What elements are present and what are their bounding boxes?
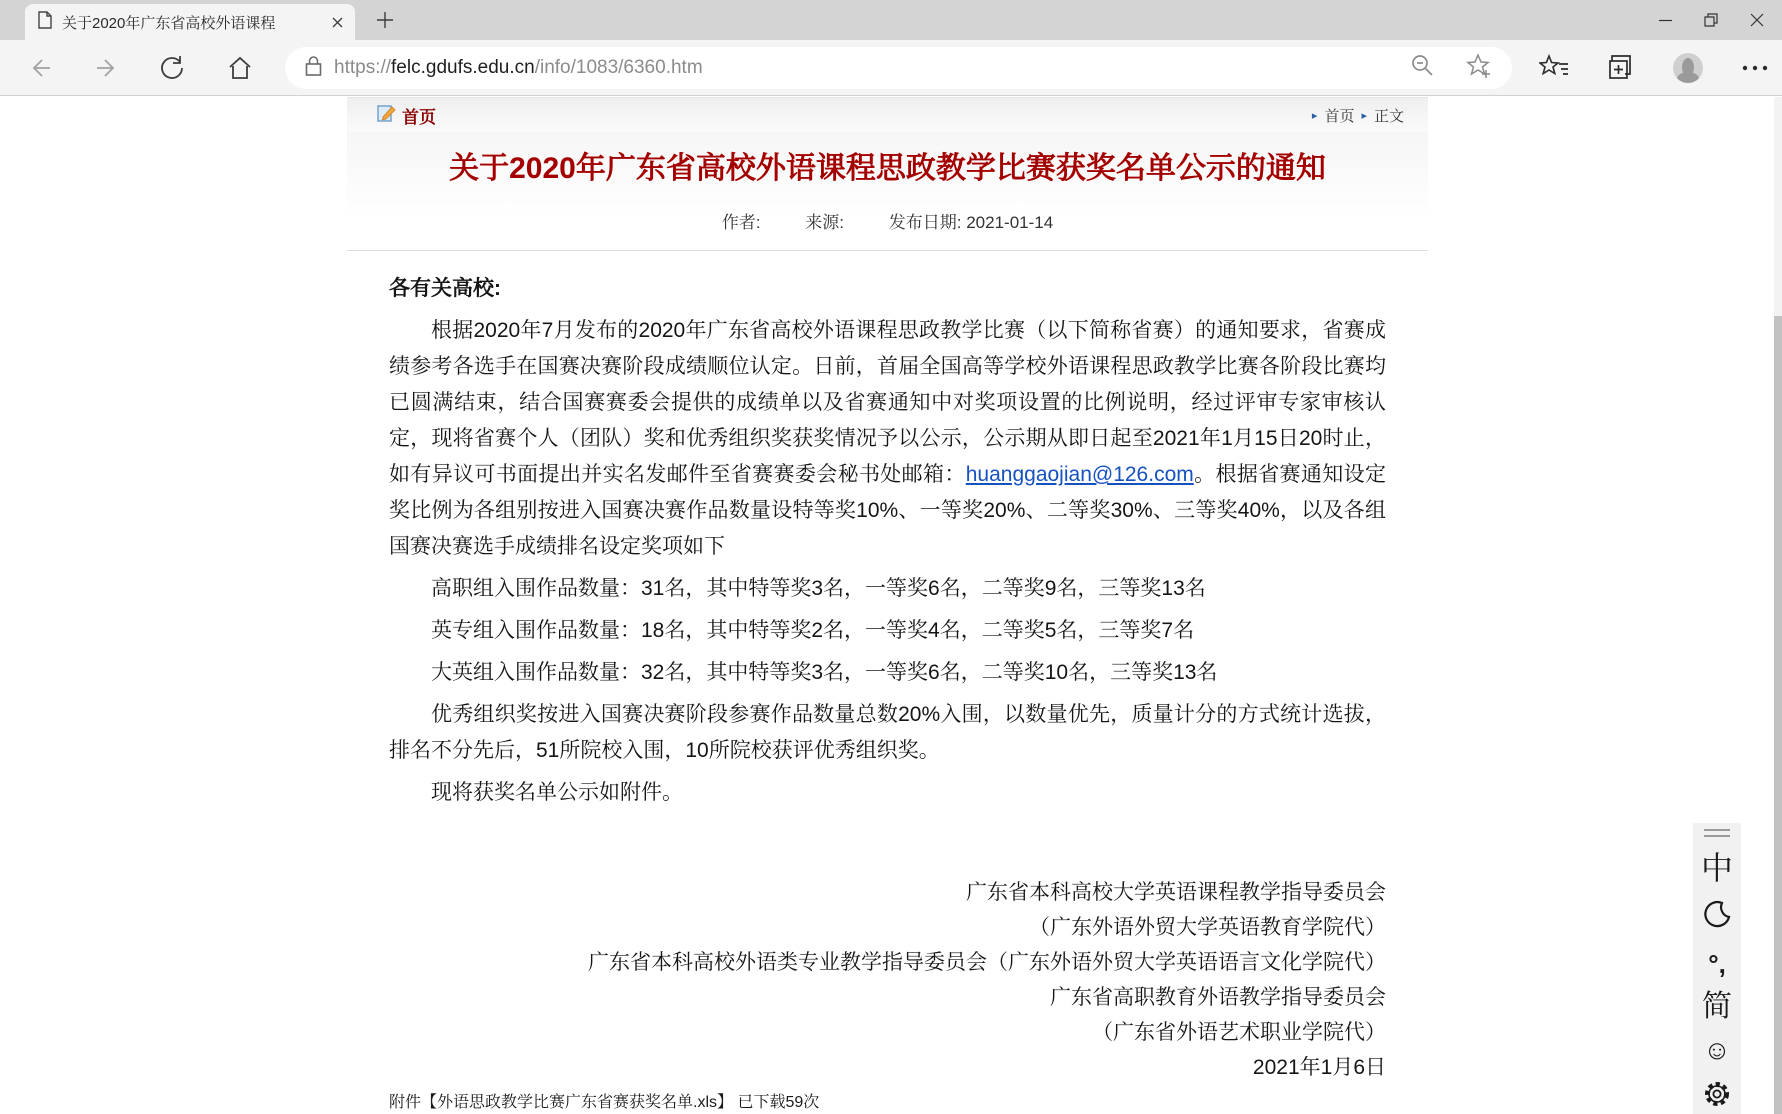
ime-drag-handle-icon[interactable]	[1704, 829, 1730, 837]
browser-tab[interactable]	[25, 4, 355, 40]
favorites-icon[interactable]	[1539, 54, 1569, 82]
attachment-row	[389, 1085, 1386, 1114]
paragraph-3: 现将获奖名单公示如附件。	[431, 781, 683, 804]
ime-simplified-icon[interactable]: 简	[1702, 990, 1732, 1023]
signature-line: 广东省本科高校大学英语课程教学指导委员会	[966, 881, 1386, 904]
minimize-button[interactable]	[1642, 0, 1688, 40]
ime-settings-gear-icon[interactable]	[1702, 1079, 1732, 1114]
forward-icon[interactable]	[93, 55, 119, 81]
page-favicon-icon	[37, 11, 53, 34]
signature-date: 2021年1月6日	[1252, 1056, 1386, 1079]
address-bar[interactable]	[285, 47, 1512, 89]
signature-line: 广东省高职教育外语教学指导委员会	[1050, 986, 1386, 1009]
attachment-label: 附件	[389, 1094, 422, 1111]
breadcrumb-trail	[1305, 105, 1404, 126]
email-link[interactable]: huanggaojian@126.com	[965, 463, 1194, 486]
signature-block	[389, 875, 1386, 1085]
award-line-yingzhuan: 英专组入围作品数量：18名，其中特等奖2名，一等奖4名，二等奖5名，三等奖7名	[431, 619, 1195, 642]
signature-line: 广东省本科高校外语类专业教学指导委员会（广东外语外贸大学英语语言文化学院代）	[588, 951, 1386, 974]
page-title: 关于2020年广东省高校外语课程思政教学比赛获奖名单公示的通知	[449, 152, 1326, 185]
settings-menu-icon[interactable]	[1741, 64, 1769, 72]
add-favorite-icon[interactable]	[1466, 53, 1492, 84]
browser-tab-bar	[0, 0, 1782, 40]
signature-line: （广东省外语艺术职业学院代）	[1092, 1021, 1386, 1044]
ime-halfwidth-moon-icon[interactable]	[1701, 899, 1733, 936]
paragraph-1-text: 根据2020年7月发布的2020年广东省高校外语课程思政教学比赛（以下简称省赛）的通知要求，省赛成绩参考各选手在国赛决赛阶段成绩顺位认定。日前，首届全国高等学校外语课程思政教学比赛各阶段比赛均已圆满结束，结合国赛赛委会提供的成绩单以及省赛通知中对奖项设置的比例说明，经过评审专家审核认定，现将省赛个人（团队）奖和优秀组织奖获奖情况予以公示，公示期从即日起至2021年1月15日20时止，如有异议可书面提出并实名发邮件至省赛赛委会秘书处邮箱：	[389, 319, 1386, 486]
browser-toolbar	[0, 40, 1782, 96]
url-text: https://felc.gdufs.edu.cn/info/1083/6360.htm	[334, 57, 703, 78]
paragraph-1-text-after: 。根据省赛通知设定奖比例为各组别按进入国赛决赛作品数量设特等奖10%、一等奖20%、二等奖30%、三等奖40%，以及各组国赛决赛选手成绩排名设定奖项如下	[389, 463, 1386, 558]
article-meta	[347, 208, 1428, 250]
award-line-daying: 大英组入围作品数量：32名，其中特等奖3名，一等奖6名，二等奖10名，三等奖13名	[431, 661, 1218, 684]
signature-line: （广东外语外贸大学英语教育学院代）	[1029, 916, 1386, 939]
paragraph-2: 优秀组织奖按进入国赛决赛阶段参赛作品数量总数20%入围，以数量优先，质量计分的方式统计选拔，排名不分先后，51所院校入围，10所院校获评优秀组织奖。	[389, 703, 1386, 762]
award-line-gaozhi: 高职组入围作品数量：31名，其中特等奖3名，一等奖6名，二等奖9名，三等奖13名	[431, 577, 1206, 600]
collections-icon[interactable]	[1606, 53, 1636, 83]
restore-button[interactable]	[1688, 0, 1734, 40]
profile-avatar[interactable]	[1673, 53, 1703, 83]
page-edit-icon	[377, 104, 396, 127]
ime-emoji-icon[interactable]: ☺	[1703, 1035, 1731, 1065]
breadcrumb-arrow-icon: ▸	[1311, 109, 1318, 122]
ime-toolbar	[1693, 823, 1741, 1114]
close-button[interactable]	[1734, 0, 1780, 40]
breadcrumb-arrow-icon: ▸	[1361, 109, 1367, 122]
home-icon[interactable]	[226, 54, 254, 82]
ime-chinese-mode-icon[interactable]: 中	[1700, 850, 1733, 886]
page-viewport	[0, 97, 1782, 1114]
meta-source: 来源:	[805, 213, 845, 232]
breadcrumb-home[interactable]	[371, 103, 436, 128]
page-scrollbar[interactable]	[1774, 97, 1782, 1114]
breadcrumb-row	[347, 97, 1428, 132]
paragraph-1	[389, 313, 1386, 565]
scrollbar-thumb[interactable]	[1774, 316, 1782, 1114]
breadcrumb-home-label: 首页	[402, 107, 436, 127]
tab-close-icon[interactable]	[332, 17, 343, 28]
salutation: 各有关高校:	[389, 277, 501, 300]
breadcrumb-item-current: 正文	[1373, 107, 1404, 125]
ime-punctuation-icon[interactable]: °,	[1708, 949, 1726, 979]
attachment-file-link[interactable]: 【外语思政教学比赛广东省赛获奖名单.xls】	[421, 1094, 734, 1111]
meta-author: 作者:	[721, 213, 761, 232]
refresh-icon[interactable]	[158, 54, 186, 82]
breadcrumb-item-home[interactable]: 首页	[1324, 107, 1355, 125]
window-controls	[1642, 0, 1780, 40]
attachment-downloads: 已下载59次	[737, 1094, 820, 1111]
lock-icon	[305, 55, 322, 82]
back-icon[interactable]	[28, 55, 54, 81]
zoom-icon[interactable]	[1410, 53, 1436, 84]
article-header	[347, 132, 1428, 251]
meta-date: 发布日期: 2021-01-14	[888, 213, 1054, 232]
article-container	[347, 97, 1428, 1114]
article-body	[347, 251, 1428, 1114]
tab-title: 关于2020年广东省高校外语课程	[62, 14, 276, 32]
new-tab-button[interactable]	[374, 9, 396, 36]
